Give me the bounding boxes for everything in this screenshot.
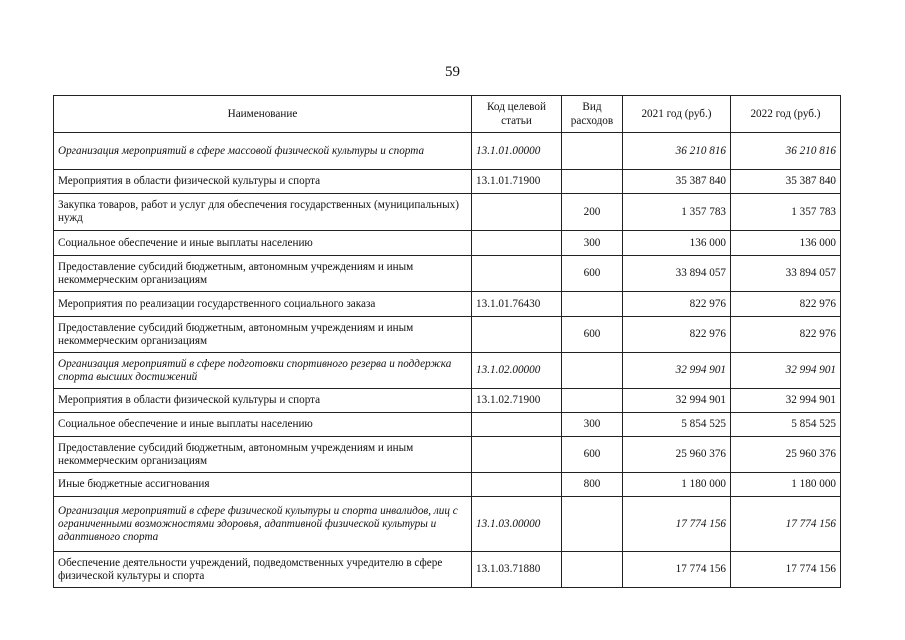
row-amount-2021-cell: 35 387 840 — [623, 170, 731, 194]
row-kind-cell: 600 — [562, 256, 623, 292]
row-code-cell: 13.1.02.71900 — [472, 389, 562, 413]
row-amount-2021-cell: 36 210 816 — [623, 133, 731, 170]
row-name-cell: Организация мероприятий в сфере физической культуры и спорта инвалидов, лиц с ограниченными возможностями здоровья, адаптивной физической культуры и адаптивного спорта — [54, 497, 472, 552]
row-amount-2021-cell: 33 894 057 — [623, 256, 731, 292]
row-name-cell: Предоставление субсидий бюджетным, автономным учреждениям и иным некоммерческим организациям — [54, 256, 472, 292]
row-code-cell — [472, 413, 562, 437]
table-row — [54, 552, 841, 588]
row-amount-2022-cell: 17 774 156 — [731, 552, 841, 588]
row-amount-2022-cell: 25 960 376 — [731, 437, 841, 473]
row-name-cell: Предоставление субсидий бюджетным, автономным учреждениям и иным некоммерческим организациям — [54, 317, 472, 353]
row-name-cell: Организация мероприятий в сфере подготовки спортивного резерва и поддержка спорта высших достижений — [54, 353, 472, 389]
row-code-cell — [472, 256, 562, 292]
row-kind-cell: 300 — [562, 231, 623, 256]
row-amount-2021-cell: 32 994 901 — [623, 353, 731, 389]
row-amount-2022-cell: 35 387 840 — [731, 170, 841, 194]
row-kind-cell: 300 — [562, 413, 623, 437]
row-amount-2022-cell: 36 210 816 — [731, 133, 841, 170]
row-name-cell: Организация мероприятий в сфере массовой физической культуры и спорта — [54, 133, 472, 170]
row-code-cell — [472, 194, 562, 231]
row-amount-2021-cell: 5 854 525 — [623, 413, 731, 437]
table-row — [54, 317, 841, 353]
row-amount-2021-cell: 25 960 376 — [623, 437, 731, 473]
row-kind-cell: 800 — [562, 473, 623, 497]
row-amount-2021-cell: 822 976 — [623, 317, 731, 353]
row-kind-cell — [562, 353, 623, 389]
table-row — [54, 194, 841, 231]
row-amount-2021-cell: 32 994 901 — [623, 389, 731, 413]
table-row — [54, 231, 841, 256]
table-row — [54, 170, 841, 194]
row-kind-cell — [562, 389, 623, 413]
row-name-cell: Социальное обеспечение и иные выплаты населению — [54, 413, 472, 437]
row-kind-cell: 600 — [562, 437, 623, 473]
row-code-cell: 13.1.01.76430 — [472, 292, 562, 317]
row-kind-cell — [562, 552, 623, 588]
row-amount-2022-cell: 1 357 783 — [731, 194, 841, 231]
column-header-2021: 2021 год (руб.) — [623, 96, 731, 133]
row-amount-2022-cell: 136 000 — [731, 231, 841, 256]
table-row — [54, 413, 841, 437]
row-name-cell: Социальное обеспечение и иные выплаты населению — [54, 231, 472, 256]
row-code-cell — [472, 231, 562, 256]
row-amount-2022-cell: 33 894 057 — [731, 256, 841, 292]
row-amount-2021-cell: 136 000 — [623, 231, 731, 256]
row-amount-2022-cell: 17 774 156 — [731, 497, 841, 552]
row-amount-2022-cell: 822 976 — [731, 317, 841, 353]
row-amount-2021-cell: 822 976 — [623, 292, 731, 317]
row-amount-2021-cell: 1 357 783 — [623, 194, 731, 231]
row-name-cell: Закупка товаров, работ и услуг для обеспечения государственных (муниципальных) нужд — [54, 194, 472, 231]
column-header-name: Наименование — [54, 96, 472, 133]
table-row — [54, 473, 841, 497]
column-header-code: Код целевой статьи — [472, 96, 562, 133]
table-row — [54, 389, 841, 413]
row-name-cell: Мероприятия по реализации государственного социального заказа — [54, 292, 472, 317]
table-row — [54, 437, 841, 473]
row-kind-cell — [562, 292, 623, 317]
row-amount-2022-cell: 822 976 — [731, 292, 841, 317]
row-code-cell: 13.1.03.00000 — [472, 497, 562, 552]
row-code-cell: 13.1.01.00000 — [472, 133, 562, 170]
table-row — [54, 497, 841, 552]
column-header-2022: 2022 год (руб.) — [731, 96, 841, 133]
page-number: 59 — [445, 64, 460, 80]
table-row — [54, 353, 841, 389]
row-name-cell: Мероприятия в области физической культуры и спорта — [54, 170, 472, 194]
row-amount-2022-cell: 5 854 525 — [731, 413, 841, 437]
row-amount-2021-cell: 17 774 156 — [623, 552, 731, 588]
row-amount-2022-cell: 32 994 901 — [731, 353, 841, 389]
row-name-cell: Обеспечение деятельности учреждений, подведомственных учредителю в сфере физической культуры и спорта — [54, 552, 472, 588]
row-name-cell: Иные бюджетные ассигнования — [54, 473, 472, 497]
row-kind-cell: 200 — [562, 194, 623, 231]
row-kind-cell — [562, 170, 623, 194]
row-name-cell: Мероприятия в области физической культуры и спорта — [54, 389, 472, 413]
row-code-cell: 13.1.03.71880 — [472, 552, 562, 588]
row-amount-2021-cell: 17 774 156 — [623, 497, 731, 552]
row-kind-cell — [562, 497, 623, 552]
row-amount-2022-cell: 32 994 901 — [731, 389, 841, 413]
column-header-kind: Вид расходов — [562, 96, 623, 133]
row-amount-2022-cell: 1 180 000 — [731, 473, 841, 497]
table-row — [54, 292, 841, 317]
budget-table — [53, 95, 841, 588]
table-body — [54, 133, 841, 588]
row-code-cell: 13.1.01.71900 — [472, 170, 562, 194]
row-amount-2021-cell: 1 180 000 — [623, 473, 731, 497]
row-code-cell — [472, 317, 562, 353]
row-code-cell — [472, 473, 562, 497]
row-name-cell: Предоставление субсидий бюджетным, автономным учреждениям и иным некоммерческим организациям — [54, 437, 472, 473]
row-kind-cell: 600 — [562, 317, 623, 353]
row-code-cell: 13.1.02.00000 — [472, 353, 562, 389]
row-code-cell — [472, 437, 562, 473]
row-kind-cell — [562, 133, 623, 170]
table-row — [54, 256, 841, 292]
table-header-row — [54, 96, 841, 133]
table-row — [54, 133, 841, 170]
